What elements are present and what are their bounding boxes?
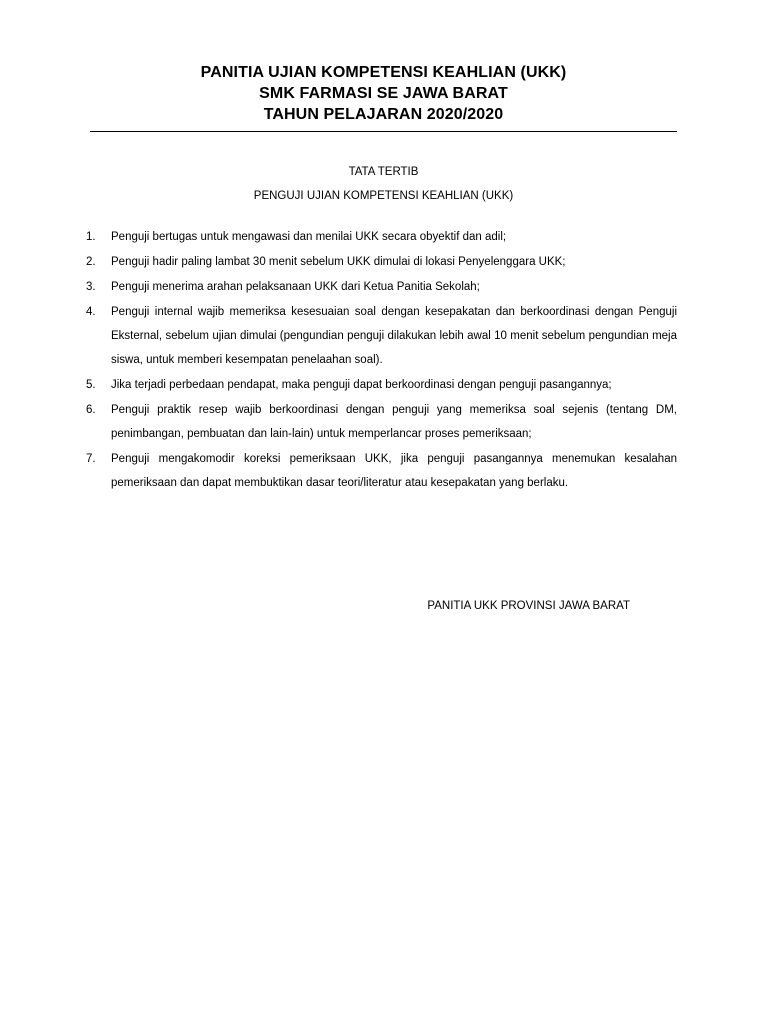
document-header — [90, 62, 677, 125]
rule-text: Penguji internal wajib memeriksa kesesuaian soal dengan kesepakatan dan berkoordinasi dengan Penguji Eksternal, sebelum ujian dimulai (pengundian penguji dilakukan lebih awal 10 menit sebelum pengundian meja siswa, untuk memberi kesempatan penelaahan soal). — [111, 306, 677, 366]
rule-text: Penguji praktik resep wajib berkoordinasi dengan penguji yang memeriksa soal sejenis (tentang DM, penimbangan, pembuatan dan lain-lain) untuk memperlancar proses pemeriksaan; — [111, 404, 677, 440]
header-committee-title: PANITIA UJIAN KOMPETENSI KEAHLIAN (UKK) — [200, 64, 567, 81]
header-academic-year: TAHUN PELAJARAN 2020/2020 — [263, 106, 504, 123]
rule-number: 7. — [86, 453, 96, 465]
header-school-name: SMK FARMASI SE JAWA BARAT — [259, 85, 508, 102]
rule-item — [86, 250, 677, 274]
rule-item — [86, 398, 677, 446]
rule-item — [86, 275, 677, 299]
document-title: TATA TERTIB — [348, 166, 419, 178]
rule-text: Penguji bertugas untuk mengawasi dan menilai UKK secara obyektif dan adil; — [111, 231, 507, 243]
rule-item — [86, 225, 677, 249]
signature-block: PANITIA UKK PROVINSI JAWA BARAT — [427, 600, 630, 612]
rule-number: 4. — [86, 306, 96, 318]
rule-number: 6. — [86, 404, 96, 416]
rule-number: 2. — [86, 256, 96, 268]
rule-number: 3. — [86, 281, 96, 293]
rule-text: Penguji hadir paling lambat 30 menit sebelum UKK dimulai di lokasi Penyelenggara UKK; — [111, 256, 566, 268]
rule-item — [86, 373, 677, 397]
rule-text: Jika terjadi perbedaan pendapat, maka penguji dapat berkoordinasi dengan penguji pasangannya; — [111, 379, 612, 391]
document-subtitle: PENGUJI UJIAN KOMPETENSI KEAHLIAN (UKK) — [253, 190, 514, 202]
rule-number: 1. — [86, 231, 96, 243]
rule-text: Penguji mengakomodir koreksi pemeriksaan UKK, jika penguji pasangannya menemukan kesalahan pemeriksaan dan dapat membuktikan dasar teori/literatur atau kesepakatan yang berlaku. — [111, 453, 677, 489]
rules-list — [86, 225, 677, 496]
rule-item — [86, 447, 677, 495]
header-divider — [90, 131, 677, 132]
rule-item — [86, 300, 677, 372]
rule-text: Penguji menerima arahan pelaksanaan UKK dari Ketua Panitia Sekolah; — [111, 281, 480, 293]
rule-number: 5. — [86, 379, 96, 391]
